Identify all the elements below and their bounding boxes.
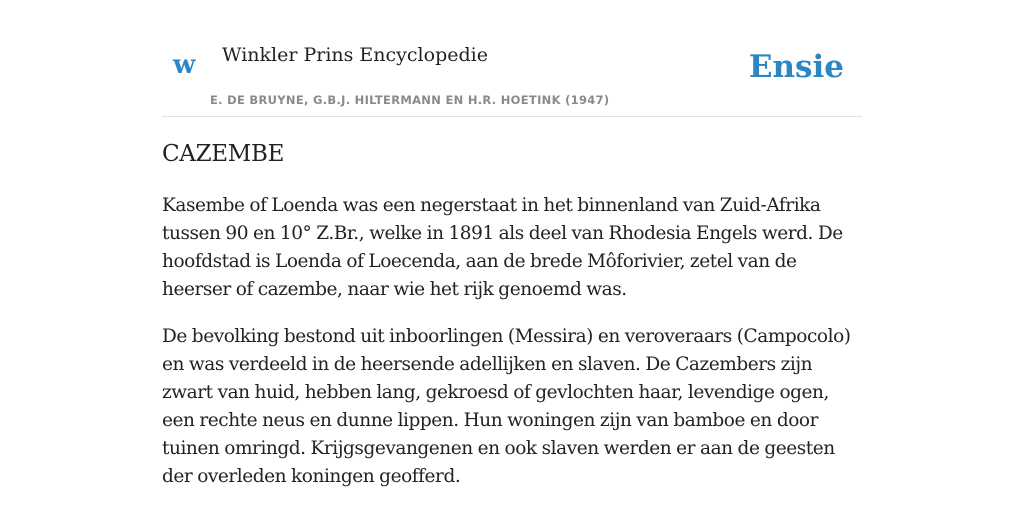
encyclopedia-title-link[interactable]: Winkler Prins Encyclopedie: [222, 44, 488, 66]
encyclopedia-authors: E. DE BRUYNE, G.B.J. HILTERMANN EN H.R. HOETINK (1947): [210, 93, 610, 107]
article-title: CAZEMBE: [162, 141, 285, 167]
ensie-logo-link[interactable]: Ensie: [748, 49, 844, 85]
winkler-prins-logo-icon[interactable]: w: [173, 50, 196, 80]
encyclopedia-header: [162, 0, 862, 117]
article-paragraph: De bevolking bestond uit inboorlingen (Messira) en veroveraars (Campocolo) en was verdeeld in de heersende adellijken en slaven. De Cazembers zijn zwart van huid, hebben lang, gekroesd of gevlochten haar, levendige ogen, een rechte neus en dunne lippen. Hun woningen zijn van bamboe en door tuinen omringd. Krijgsgevangenen en ook slaven werden er aan de geesten der overleden koningen geofferd.: [162, 326, 851, 487]
page-container: [162, 0, 862, 487]
article-body: [162, 192, 862, 510]
article-paragraph: Kasembe of Loenda was een negerstaat in het binnenland van Zuid-Afrika tussen 90 en 10° Z.Br., welke in 1891 als deel van Rhodesia Engels werd. De hoofdstad is Loenda of Loecenda, aan de brede Môforivier, zetel van de heerser of cazembe, naar wie het rijk genoemd was.: [162, 195, 843, 300]
